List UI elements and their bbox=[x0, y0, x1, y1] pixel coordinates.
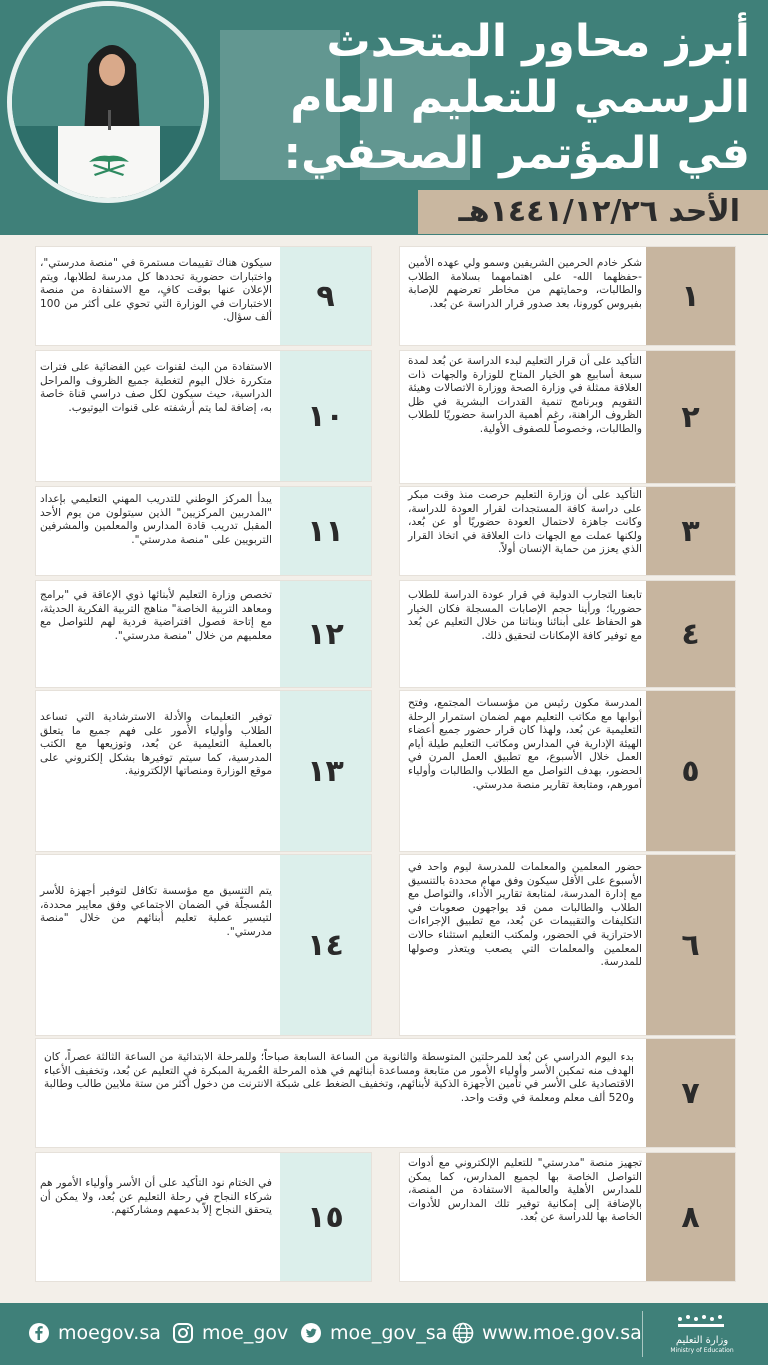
item-card-10 bbox=[35, 350, 372, 482]
instagram-handle: moe_gov bbox=[202, 1322, 289, 1344]
item-number: ١١ bbox=[280, 487, 371, 575]
twitter-link[interactable] bbox=[300, 1321, 447, 1345]
item-number: ١٥ bbox=[280, 1153, 371, 1281]
item-number: ٤ bbox=[646, 581, 735, 687]
item-text: سيكون هناك تقييمات مستمرة في "منصة مدرستي"، واختبارات حضورية تحددها كل مدرسة لطلابها، ويتم الإعلان عنها بوقت كافٍ، مع الاستفادة من منصة الاختبارات في الوزارة التي تحوي على أكثر من 100 ألف سؤال. bbox=[40, 257, 272, 324]
item-card-6 bbox=[399, 854, 736, 1036]
ministry-name-en: Ministry of Education bbox=[670, 1347, 734, 1354]
item-text: تابعنا التجارب الدولية في قرار عودة الدراسة للطلاب حضوريا؛ ورأينا حجم الإصابات المسجلة فكان الخيار هو الحفاظ على أبنائنا وبناتنا من خلال التعليم عن بُعد مع توفير كافة الإمكانات لتحقيق ذلك. bbox=[408, 589, 642, 642]
globe-icon bbox=[452, 1322, 474, 1344]
instagram-link[interactable] bbox=[172, 1321, 288, 1345]
item-card-14 bbox=[35, 854, 372, 1036]
speaker-photo bbox=[12, 6, 204, 198]
item-card-9 bbox=[35, 246, 372, 346]
item-text: المدرسة مكون رئيس من مؤسسات المجتمع، وفتح أبوابها مع مكاتب التعليم مهم لضمان استمرار الرحلة التعليمية عن بُعد، ولهذا كان قرار حضور جميع أعضاء الهيئة الإدارية في المدارس ومكاتب التعليم طيلة أيام العمل خلال الأسبوع، مع تطبيق العمل المرن في الحضور، بهدف التواصل مع الطلاب والطالبات وأولياء أمورهم، ومتابعة تقارير منصة مدرستي. bbox=[408, 697, 642, 791]
title-line: في المؤتمر الصحفي: bbox=[283, 128, 750, 179]
item-number: ٣ bbox=[646, 487, 735, 575]
date-label: الأحد ١٤٤١/١٢/٢٦هـ bbox=[418, 190, 768, 234]
item-card-8 bbox=[399, 1152, 736, 1282]
item-card-7 bbox=[35, 1038, 736, 1148]
item-number: ١ bbox=[646, 247, 735, 345]
item-card-11 bbox=[35, 486, 372, 576]
facebook-handle: moegov.sa bbox=[58, 1322, 161, 1344]
ministry-name-ar: وزارة التعليم bbox=[675, 1335, 729, 1346]
item-card-13 bbox=[35, 690, 372, 852]
title-line: الرسمي للتعليم العام bbox=[290, 72, 750, 123]
item-text: تجهيز منصة "مدرستي" للتعليم الإلكتروني مع أدوات التواصل الخاصة بها لجميع المدارس، كما يمكن للمدارس الأهلية والعالمية الاستفادة من المنصة، بالإضافة إلى إمكانية توفير تلك المدارس للأدوات الخاصة بها للدراسة عن بُعد. bbox=[408, 1157, 642, 1224]
item-card-4 bbox=[399, 580, 736, 688]
item-card-2 bbox=[399, 350, 736, 484]
header-banner bbox=[0, 0, 768, 235]
title-line: أبرز محاور المتحدث bbox=[326, 16, 750, 67]
twitter-icon bbox=[300, 1322, 322, 1344]
website-url: www.moe.gov.sa bbox=[482, 1322, 642, 1344]
item-number: ١٢ bbox=[280, 581, 371, 687]
item-text: التأكيد على أن وزارة التعليم حرصت منذ وقت مبكر على دراسة كافة المستجدات لقرار العودة للدراسة، وكانت جاهزة لاحتمال العودة حضوريًا أو عن بُعد، ولكنها عملت مع الجهات ذات العلاقة في اتخاذ القرار الذي يعزز من حماية الإنسان أولاً. bbox=[408, 489, 642, 556]
item-text: تخصص وزارة التعليم لأبنائها ذوي الإعاقة في "برامج ومعاهد التربية الخاصة" مناهج التربية الفكرية الحديثة، مع إتاحة فصول افتراضية فردية لهم للتواصل مع معلميهم من خلال "منصة مدرستي". bbox=[40, 589, 272, 642]
item-text: توفير التعليمات والأدلة الاسترشادية التي تساعد الطلاب وأولياء الأمور على فهم جميع ما يتعلق بالعملية التعليمية عن بُعد، وتوزيعها مع الكتب المدرسية، كما سيتم توفيرها بشكل إلكتروني على موقع الوزارة ومنصاتها الإلكترونية. bbox=[40, 711, 272, 778]
item-number: ١٤ bbox=[280, 855, 371, 1035]
item-text: شكر خادم الحرمين الشريفين وسمو ولي عهده الأمين -حفظهما الله- على اهتمامهما بسلامة الطلاب والطالبات، وحمايتهم من مخاطر تعرضهم للإصابة بفيروس كورونا، بعد صدور قرار الدراسة عن بُعد. bbox=[408, 257, 642, 310]
item-text: حضور المعلمين والمعلمات للمدرسة ليوم واحد في الأسبوع على الأقل سيكون وفق مهام محددة بالتنسيق مع إدارة المدرسة، لمتابعة تقارير الأداء، والتواصل مع الطلاب والطالبات ممن قد يواجهون صعوبات في التكليفات والتقييمات عن بُعد، مع تطبيق الإجراءات الاحترازية في الحضور، ولمكتب التعليم استثناء حالات المعلمين والمعلمات التي يصعب ويتعذر وصولها للمدرسة. bbox=[408, 861, 642, 969]
footer-divider bbox=[642, 1311, 643, 1357]
item-number: ٩ bbox=[280, 247, 371, 345]
footer-bar bbox=[0, 1303, 768, 1365]
item-number: ٥ bbox=[646, 691, 735, 851]
item-text: الاستفادة من البث لقنوات عين الفضائية على فترات متكررة خلال اليوم لتغطية جميع الظروف والمراحل الدراسية، حيث سيكون لكل صف دراسي قناة خاصة به، إضافة لما يتم أرشفته على قنوات اليوتيوب. bbox=[40, 361, 272, 414]
ministry-logo-icon bbox=[672, 1313, 732, 1331]
ministry-logo bbox=[652, 1313, 752, 1357]
item-number: ١٣ bbox=[280, 691, 371, 851]
item-card-3 bbox=[399, 486, 736, 576]
facebook-icon bbox=[28, 1322, 50, 1344]
item-number: ٢ bbox=[646, 351, 735, 483]
item-card-1 bbox=[399, 246, 736, 346]
facebook-link[interactable] bbox=[28, 1321, 161, 1345]
item-text: في الختام نود التأكيد على أن الأسر وأولياء الأمور هم شركاء النجاح في رحلة التعليم عن بُعد، ولا يمكن أن يتحقق النجاح إلاّ بدعمهم ومشاركتهم. bbox=[40, 1177, 272, 1217]
item-card-12 bbox=[35, 580, 372, 688]
item-text: التأكيد على أن قرار التعليم لبدء الدراسة عن بُعد لمدة سبعة أسابيع هو الخيار المتاح للوزارة والجهات ذات العلاقة ممثلة في وزارة الصحة ووزارة الاتصالات وهيئة التقويم وبرنامج تنمية القدرات البشرية في ظل الظروف الراهنة، رغم أهمية الدراسة حضوريًا للطلاب والطالبات، وخصوصاً للصفوف الأولية. bbox=[408, 355, 642, 435]
twitter-handle: moe_gov_sa bbox=[330, 1322, 448, 1344]
item-number: ١٠ bbox=[280, 351, 371, 481]
item-card-5 bbox=[399, 690, 736, 852]
item-number: ٧ bbox=[646, 1039, 735, 1147]
item-text: يبدأ المركز الوطني للتدريب المهني التعليمي بإعداد "المدربين المركزيين" الذين سيتولون من يوم الأحد المقبل تدريب قادة المدارس والمعلمين والمشرفين التربويين على "منصة مدرستي". bbox=[40, 493, 272, 546]
instagram-icon bbox=[172, 1322, 194, 1344]
item-text: بدء اليوم الدراسي عن بُعد للمرحلتين المتوسطة والثانوية من الساعة السابعة صباحاً؛ وللمرحلة الابتدائية من الساعة الثالثة عصراً، كان الهدف منه تمكين الأسر وأولياء الأمور من متابعة ومساعدة أبنائهم في هذه المرحلة العُمرية المبكرة في التعليم عن بُعد، وتخفيف الأعباء الاقتصادية على الأسر في تأمين الأجهزة الذكية لأبنائهم، وتخفيف الضغط على شبكة الانترنت من دخول أكثر من ستة ملايين طالب وطالبة و520 ألف معلم ومعلمة في وقت واحد. bbox=[44, 1051, 634, 1104]
item-card-15 bbox=[35, 1152, 372, 1282]
item-number: ٨ bbox=[646, 1153, 735, 1281]
website-link[interactable] bbox=[452, 1321, 642, 1345]
speaker-illustration bbox=[12, 6, 204, 198]
item-number: ٦ bbox=[646, 855, 735, 1035]
page-title bbox=[230, 14, 750, 182]
item-text: يتم التنسيق مع مؤسسة تكافل لتوفير أجهزة للأسر المُسجلّة في الضمان الاجتماعي وفق معايير محددة، لتيسير عملية تعليم أبنائهم من خلال "منصة مدرستي". bbox=[40, 885, 272, 938]
